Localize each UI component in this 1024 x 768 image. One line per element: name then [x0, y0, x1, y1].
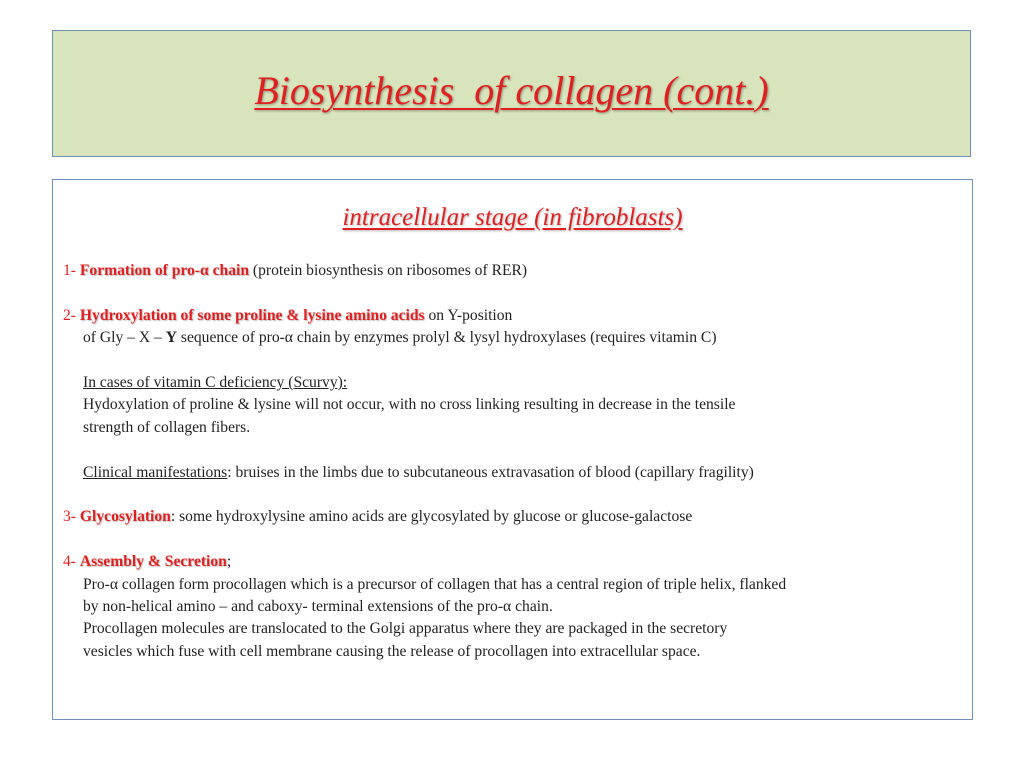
list-item-1 — [63, 260, 968, 282]
item-number: 1- — [63, 262, 80, 279]
list-item-3 — [63, 506, 968, 528]
item-text: : some hydroxylysine amino acids are glycosylated by glucose or glucose-galactose — [170, 508, 693, 526]
list-item-2 — [63, 305, 968, 327]
list-item-4 — [63, 551, 968, 573]
item-heading: Hydroxylation of some proline & lysine amino acids — [79, 306, 425, 324]
item-4-line-3: Procollagen molecules are translocated to the Golgi apparatus where they are packaged in the secretory — [83, 620, 728, 638]
item-text: sequence of pro-α chain by enzymes prolyl & lysyl hydroxylases (requires vitamin C) — [177, 329, 717, 347]
clinical-text: : bruises in the limbs due to subcutaneous extravasation of blood (capillary fragility) — [227, 463, 754, 481]
item-heading: Assembly & Secretion — [79, 553, 227, 571]
scurvy-line-1: Hydoxylation of proline & lysine will not occur, with no cross linking resulting in decrease in the tensile — [83, 396, 736, 414]
clinical-manifestations — [63, 462, 968, 484]
content-body — [63, 260, 968, 663]
item-number: 4- — [63, 553, 80, 571]
item-2-line-2 — [63, 327, 968, 349]
content-panel — [52, 179, 973, 720]
item-number: 2- — [63, 306, 80, 324]
clinical-heading: Clinical manifestations — [83, 463, 228, 481]
scurvy-heading — [63, 372, 968, 394]
item-4-line-1: Pro-α collagen form procollagen which is a precursor of collagen that has a central region of triple helix, flanked — [83, 575, 787, 593]
item-text: on Y-position — [424, 306, 513, 324]
scurvy-heading-text: In cases of vitamin C deficiency (Scurvy): — [83, 374, 348, 391]
item-4-line-2: by non-helical amino – and caboxy- terminal extensions of the pro-α chain. — [83, 598, 553, 616]
scurvy-line-2: strength of collagen fibers. — [83, 418, 251, 436]
slide-title: Biosynthesis of collagen (cont.) — [254, 68, 769, 113]
slide-subtitle: intracellular stage (in fibroblasts) — [342, 204, 683, 231]
item-number: 3- — [63, 508, 80, 526]
item-heading: Glycosylation — [79, 508, 171, 526]
item-4-line-4: vesicles which fuse with cell membrane causing the release of procollagen into extracellular space. — [83, 642, 701, 660]
item-text: ; — [226, 553, 232, 571]
item-text: (protein biosynthesis on ribosomes of RER) — [249, 262, 528, 279]
title-banner — [52, 30, 971, 157]
item-heading: Formation of pro-α chain — [79, 262, 250, 279]
y-position-label: Y — [165, 329, 177, 347]
item-text: of Gly – X – — [83, 329, 166, 347]
